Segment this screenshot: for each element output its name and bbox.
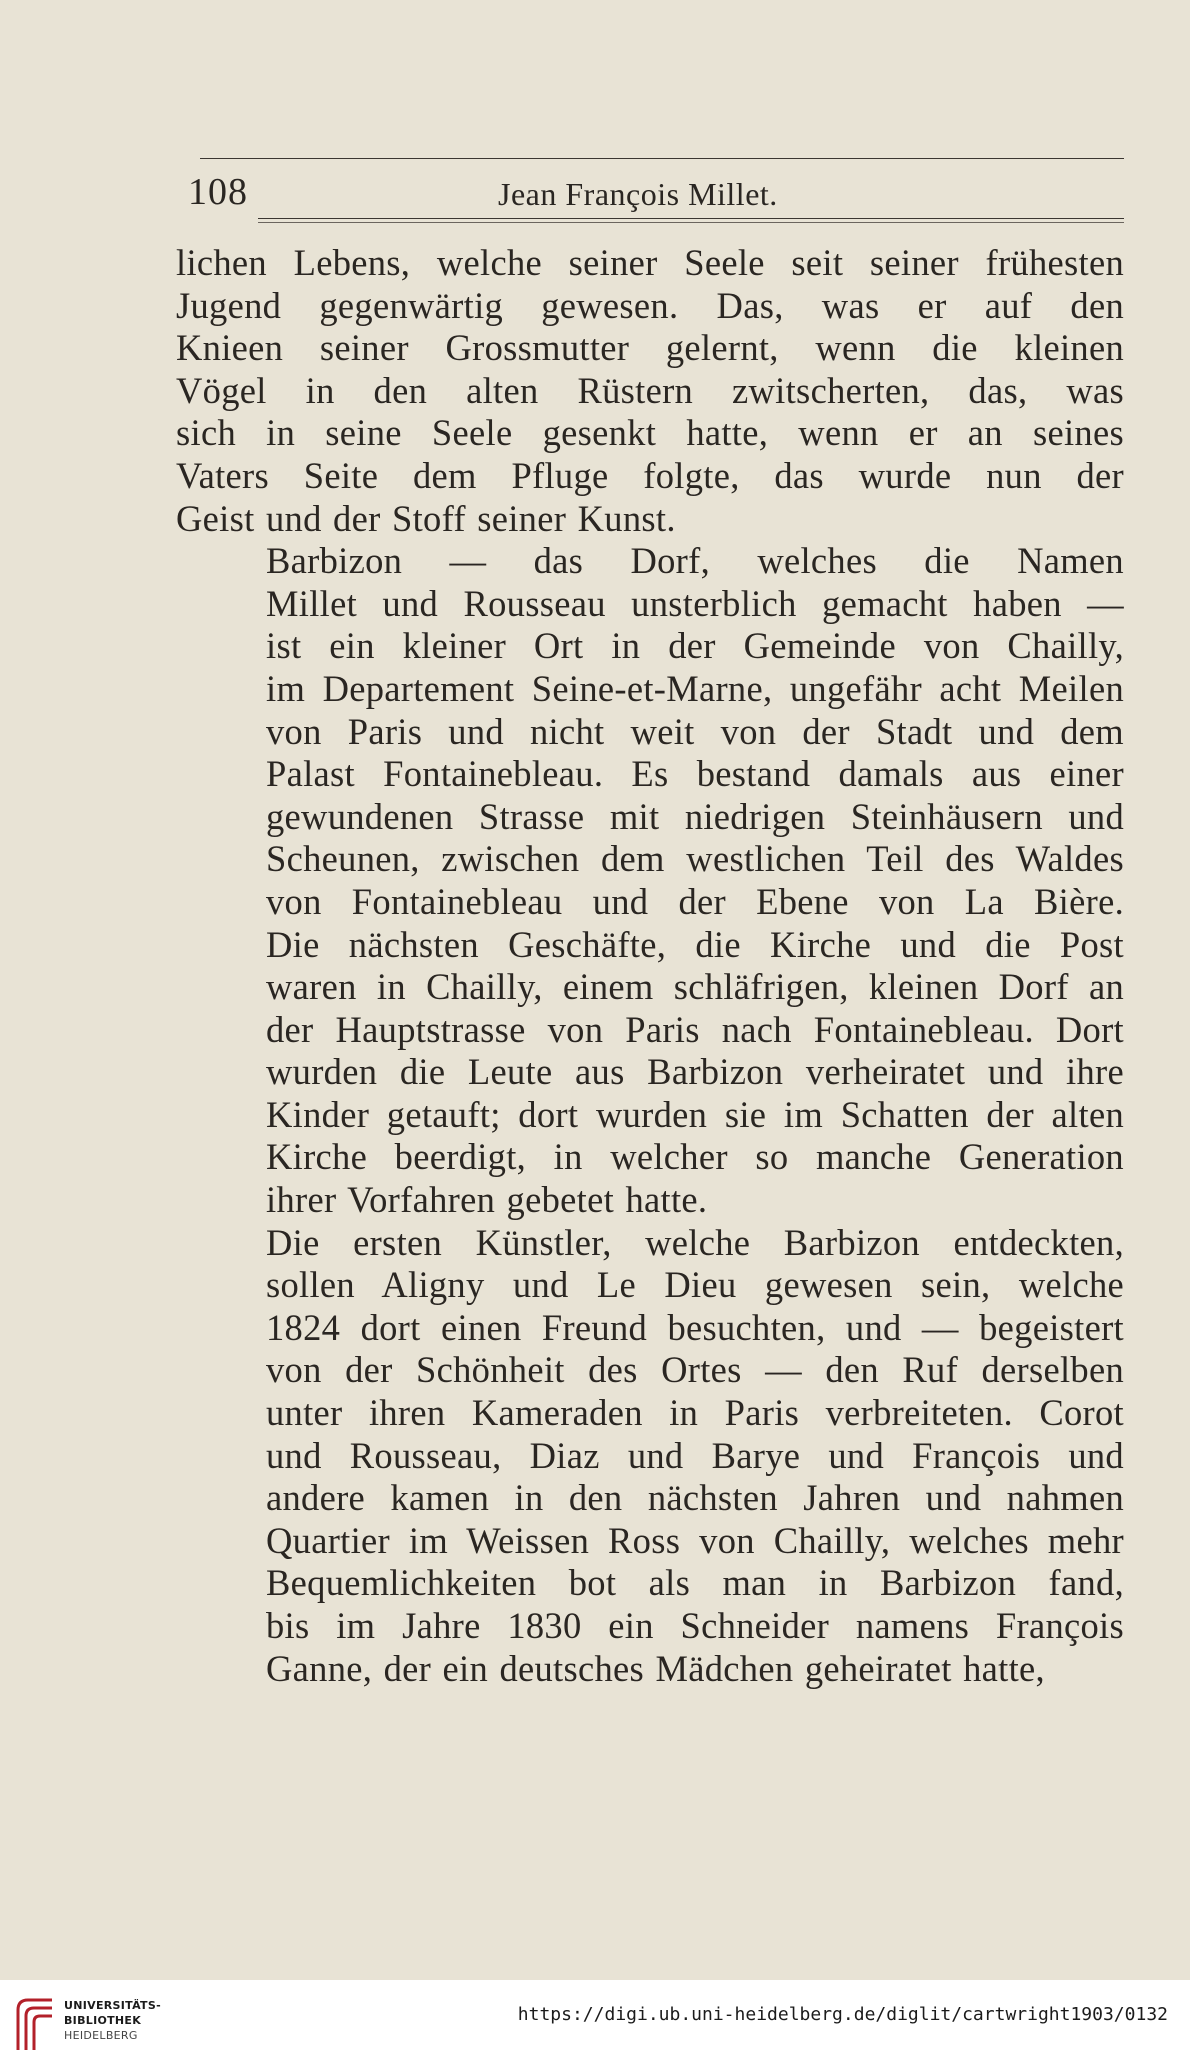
text-line: Kirche beerdigt, in welcher so manche Generation [266,1136,1124,1178]
source-url[interactable]: https://digi.ub.uni-heidelberg.de/diglit/cartwright1903/0132 [517,2004,1168,2025]
text-line: im Departement Seine-et-Marne, ungefähr acht Meilen [266,667,1124,709]
text-line: von Fontainebleau und der Ebene von La Bière. [266,880,1124,922]
library-name [64,1998,161,2043]
text-line: und Rousseau, Diaz und Barye und François und [266,1434,1124,1476]
text-line: sollen Aligny und Le Dieu gewesen sein, welche [266,1264,1124,1306]
text-line: wurden die Leute aus Barbizon verheiratet und ihre [266,1051,1124,1093]
text-line: von Paris und nicht weit von der Stadt und dem [266,710,1124,752]
page-number: 108 [188,171,248,213]
text-line: unter ihren Kameraden in Paris verbreiteten. Corot [266,1392,1124,1434]
paragraph-1 [176,242,1124,540]
text-line: Palast Fontainebleau. Es bestand damals aus einer [266,753,1124,795]
text-line: lichen Lebens, welche seiner Seele seit seiner frühesten [176,242,1124,283]
header-rule-bottom [258,218,1124,223]
text-line: sich in seine Seele gesenkt hatte, wenn er an seines [176,412,1124,454]
text-line: von der Schönheit des Ortes — den Ruf derselben [266,1349,1124,1391]
text-line: bis im Jahre 1830 ein Schneider namens François [266,1605,1124,1646]
running-title: Jean François Millet. [498,176,778,212]
library-name-line-1: UNIVERSITÄTS- [64,1999,161,2012]
text-line: Vögel in den alten Rüstern zwitscherten, das, was [176,369,1124,411]
text-line: waren in Chailly, einem schläfrigen, kleinen Dorf an [266,966,1124,1008]
text-line: Barbizon — das Dorf, welches die Namen [266,540,1124,582]
text-line: Knieen seiner Grossmutter gelernt, wenn die kleinen [176,327,1124,369]
paragraph-3 [176,1222,1124,1691]
page-header [188,158,1124,228]
library-name-line-3: HEIDELBERG [64,2029,138,2042]
paragraph-2 [176,540,1124,1222]
library-name-line-2: BIBLIOTHEK [64,2014,142,2027]
body-text [176,242,1124,1690]
text-line: Bequemlichkeiten bot als man in Barbizon fand, [266,1562,1124,1604]
library-logo-icon [12,1992,58,2054]
text-line: Vaters Seite dem Pfluge folgte, das wurde nun der [176,454,1124,496]
text-line: Quartier im Weissen Ross von Chailly, welches mehr [266,1519,1124,1561]
text-line: ihrer Vorfahren gebetet hatte. [266,1179,708,1221]
footer-bar [0,1980,1190,2065]
text-line: 1824 dort einen Freund besuchten, und — begeistert [266,1306,1124,1348]
text-line: andere kamen in den nächsten Jahren und nahmen [266,1477,1124,1519]
text-line: Geist und der Stoff seiner Kunst. [176,497,676,539]
text-line: der Hauptstrasse von Paris nach Fontainebleau. Dort [266,1008,1124,1050]
text-line: Jugend gegenwärtig gewesen. Das, was er auf den [176,284,1124,326]
text-line: Kinder getauft; dort wurden sie im Schatten der alten [266,1093,1124,1135]
text-line: gewundenen Strasse mit niedrigen Steinhäusern und [266,795,1124,837]
header-rule-top [200,158,1124,159]
text-line: Millet und Rousseau unsterblich gemacht haben — [266,582,1124,624]
text-line: Ganne, der ein deutsches Mädchen geheiratet hatte, [266,1647,1045,1689]
text-line: ist ein kleiner Ort in der Gemeinde von Chailly, [266,625,1124,667]
text-line: Die nächsten Geschäfte, die Kirche und die Post [266,923,1124,965]
text-line: Die ersten Künstler, welche Barbizon entdeckten, [266,1221,1124,1263]
text-line: Scheunen, zwischen dem westlichen Teil des Waldes [266,838,1124,880]
